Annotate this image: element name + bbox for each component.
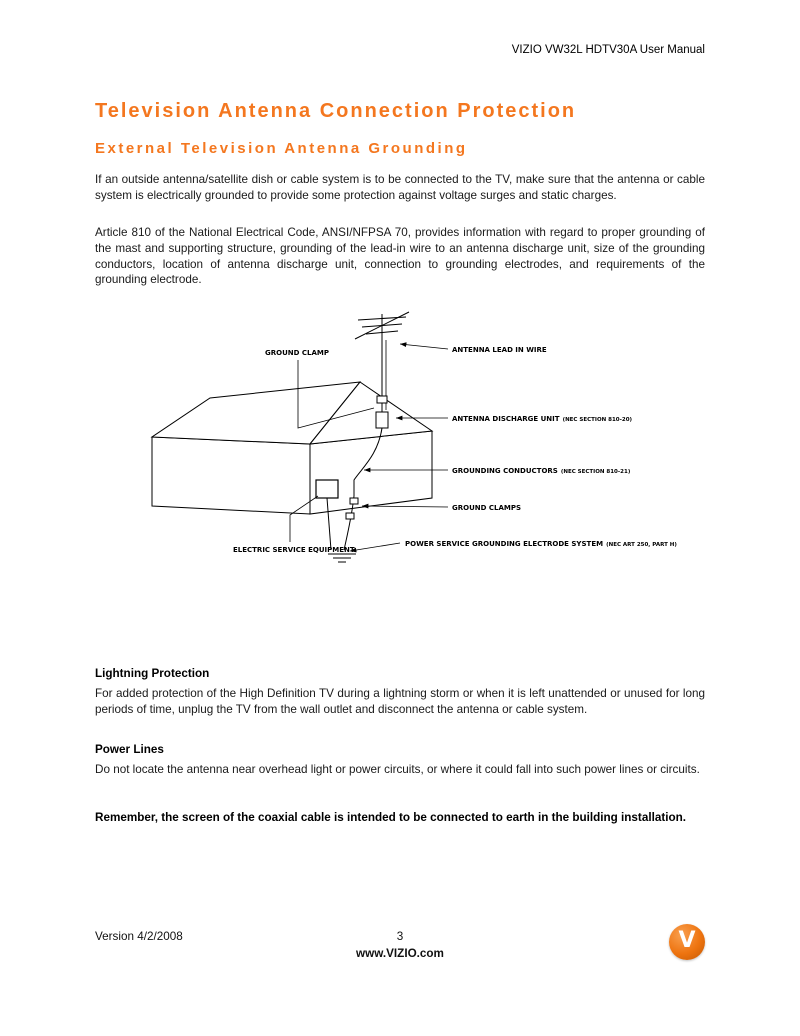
footer-page-number: 3: [396, 930, 404, 943]
section-title: External Television Antenna Grounding: [95, 140, 468, 157]
mast-ground-clamp: [377, 396, 387, 403]
page-title: Television Antenna Connection Protection: [95, 100, 577, 122]
footer-website: www.VIZIO.com: [356, 947, 444, 960]
lightning-protection-paragraph: For added protection of the High Definition TV during a lightning storm or when it is left unattended or unused for long periods of time, unplug the TV from the wall outlet and disconnect the antenna or cable system.: [95, 687, 705, 716]
ground-electrode-symbol: [328, 554, 356, 562]
power-lines-heading: Power Lines: [95, 743, 164, 757]
label-electric-service: ELECTRIC SERVICE EQUIPMENT: [233, 546, 355, 555]
footer-version: Version 4/2/2008: [95, 930, 183, 943]
lightning-protection-heading: Lightning Protection: [95, 667, 210, 681]
ground-clamp-2: [346, 513, 354, 519]
house-side-wall: [310, 431, 432, 514]
header: [95, 44, 705, 56]
leader-lead-in-wire: [400, 344, 448, 349]
leader-electrode-system: [350, 543, 400, 551]
paragraph-article-810: Article 810 of the National Electrical Code, ANSI/NFPSA 70, provides information with regard to proper grounding of the mast and supporting structure, grounding of the lead-in wire to an antenna discharge unit, size of the grounding conductors, location of antenna discharge unit, connection to grounding electrodes, and requirements of the grounding electrode.: [95, 226, 705, 287]
antenna-grounding-diagram: [150, 310, 710, 565]
electric-service-equipment-box: [316, 480, 338, 498]
label-electrode-system: POWER SERVICE GROUNDING ELECTRODE SYSTEM (NEC ART 250, PART H): [405, 540, 677, 549]
vizio-logo-letter: V: [678, 928, 696, 953]
paragraph-grounding-intro: If an outside antenna/satellite dish or cable system is to be connected to the TV, make sure that the antenna or cable system is electrically grounded to provide some protection against voltage surges and static charges.: [95, 173, 705, 202]
label-grounding-conductors: GROUNDING CONDUCTORS (NEC SECTION 810-21): [452, 467, 631, 476]
house-front-wall: [152, 437, 310, 514]
label-antenna-lead-in: ANTENNA LEAD IN WIRE: [452, 346, 547, 355]
ground-clamp-1: [350, 498, 358, 504]
header-title: VIZIO VW32L HDTV30A User Manual: [511, 44, 705, 56]
label-discharge-unit: ANTENNA DISCHARGE UNIT (NEC SECTION 810-20): [452, 415, 633, 424]
vizio-logo: [669, 924, 705, 960]
footer: [95, 930, 705, 990]
label-ground-clamps: GROUND CLAMPS: [452, 504, 522, 513]
remember-note: Remember, the screen of the coaxial cable is intended to be connected to earth in the building installation.: [95, 811, 686, 825]
house: [152, 382, 432, 514]
power-lines-paragraph: Do not locate the antenna near overhead light or power circuits, or where it could fall into such power lines or circuits.: [95, 763, 700, 777]
antenna-discharge-unit: [376, 412, 388, 428]
grounding-diagram-svg: [150, 310, 710, 565]
leader-ground-clamps: [362, 506, 448, 507]
label-ground-clamp: GROUND CLAMP: [265, 349, 329, 358]
